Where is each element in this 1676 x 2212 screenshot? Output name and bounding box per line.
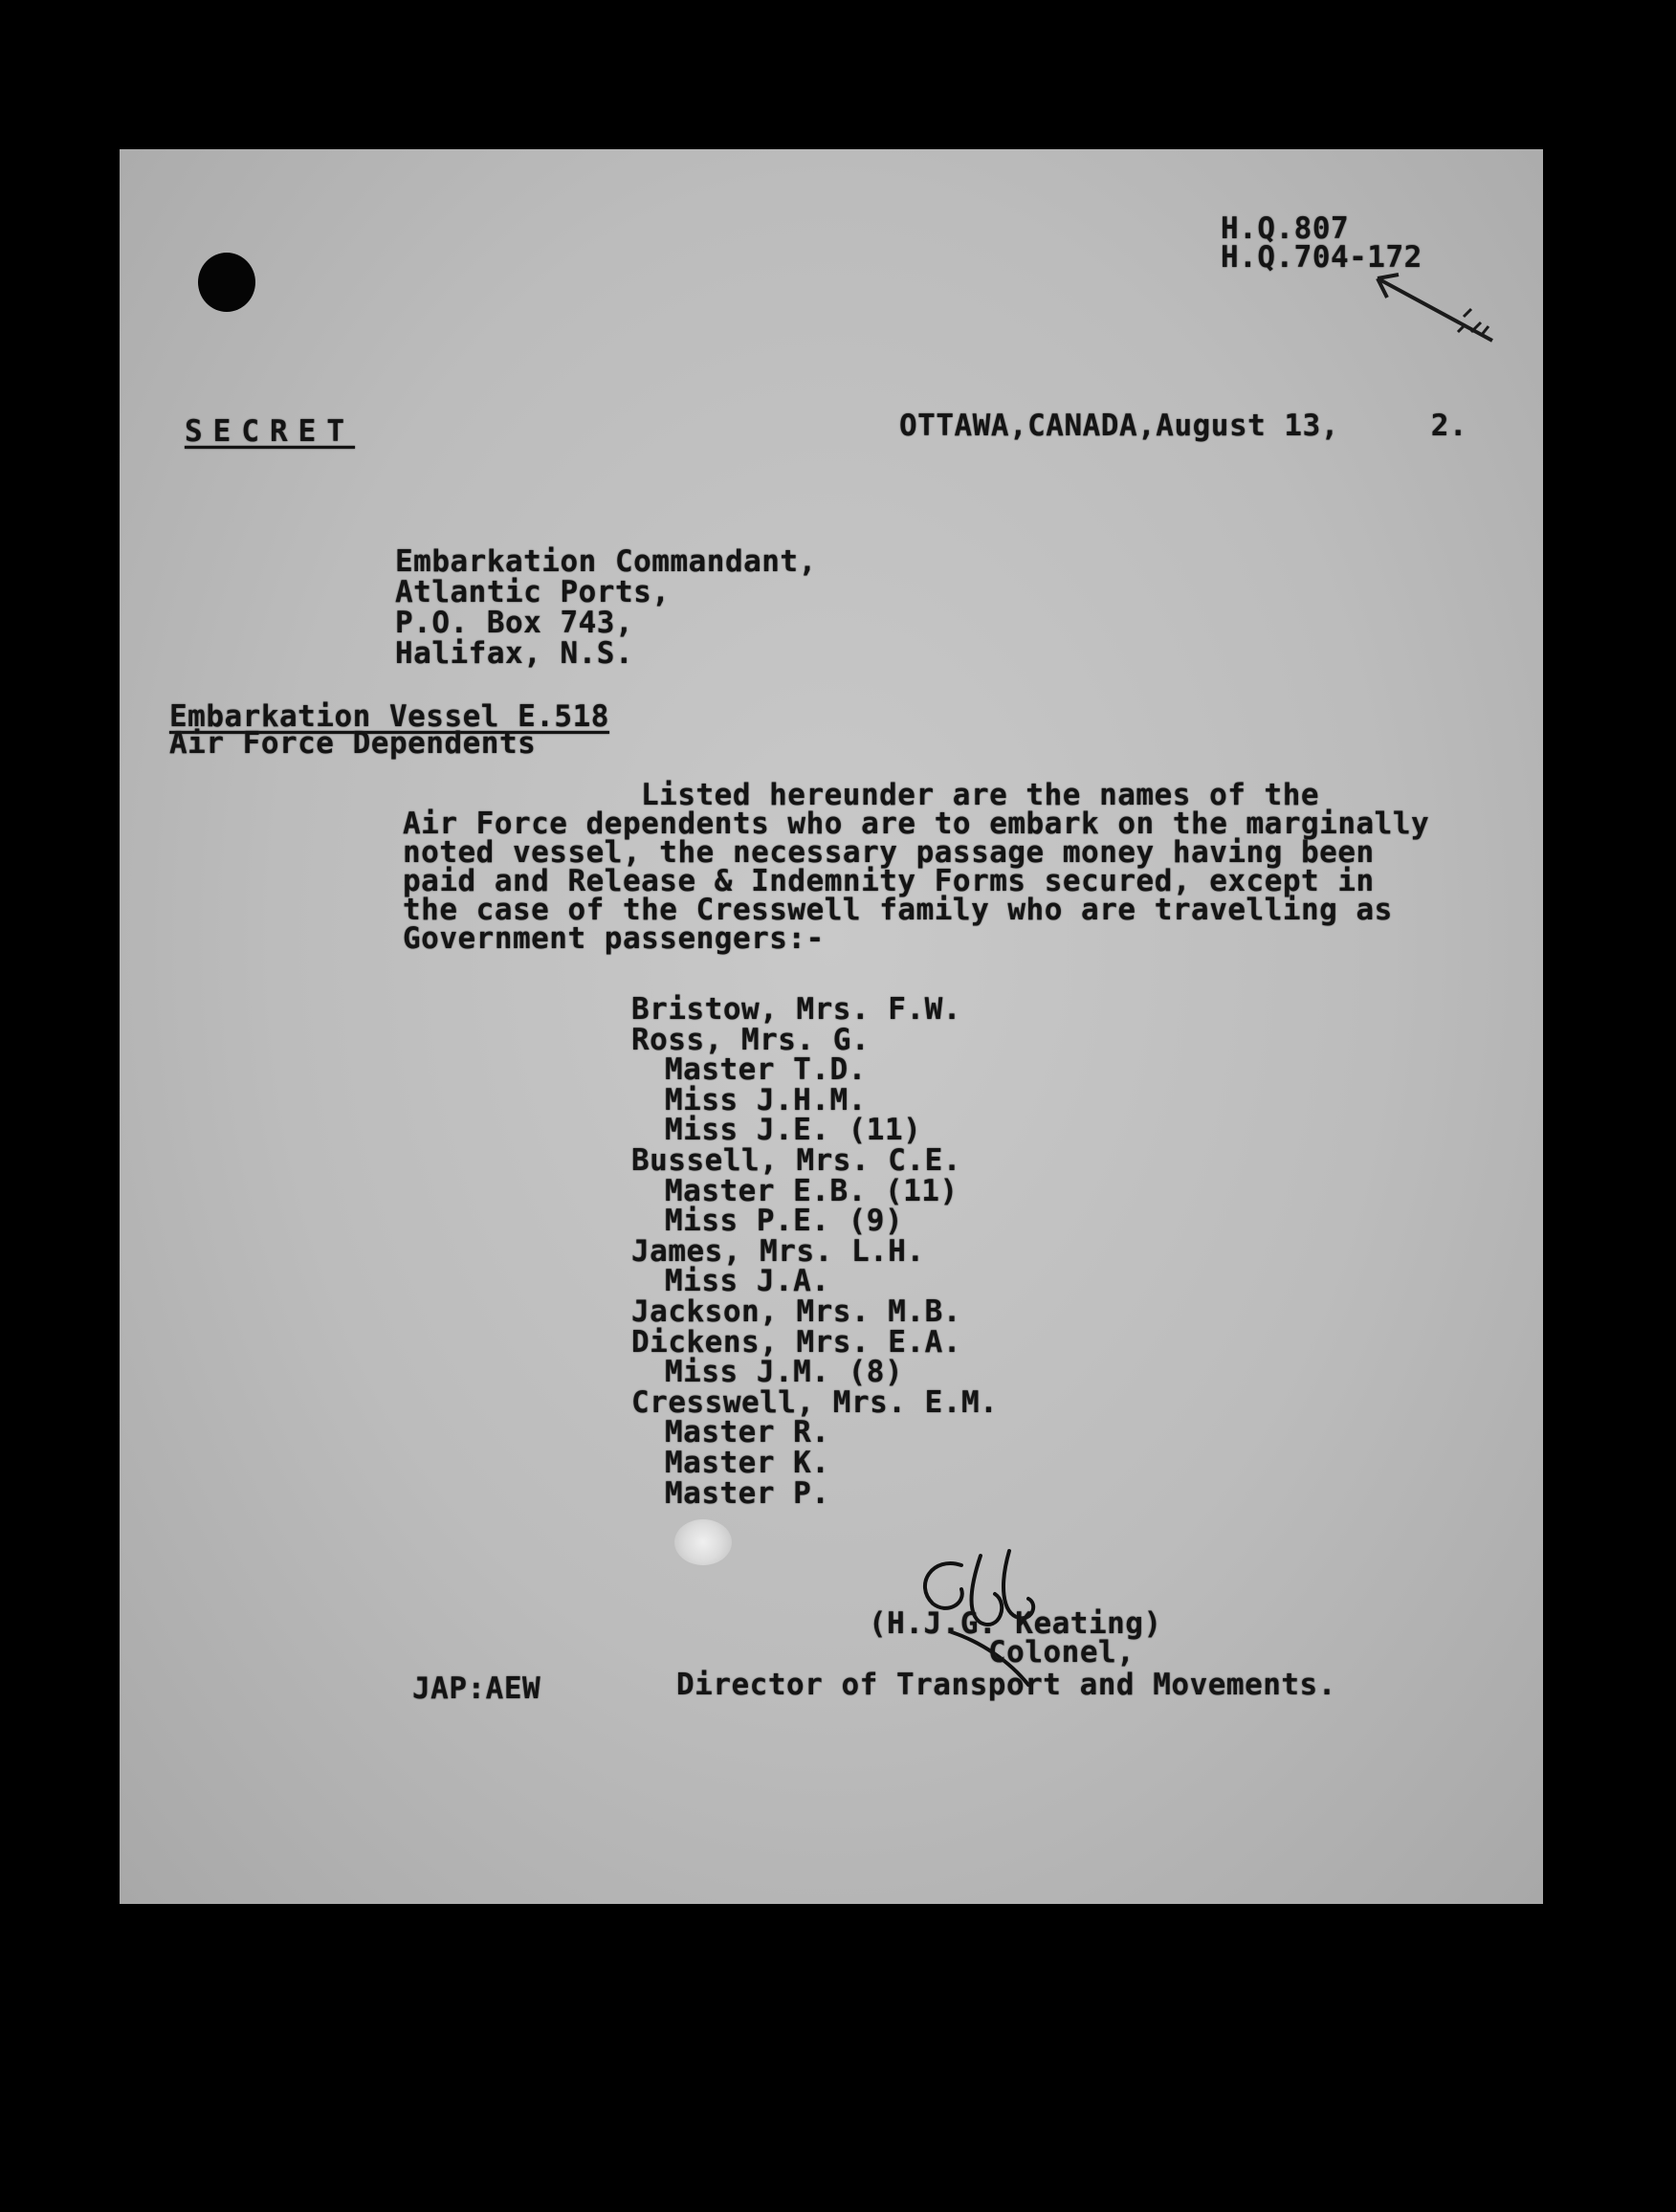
document-page [120, 149, 1543, 1904]
typist-initials: JAP:AEW [412, 1671, 541, 1706]
passenger-entry: Bussell, Mrs. C.E. [631, 1143, 961, 1178]
body-line-4: paid and Release & Indemnity Forms secured, except in [403, 864, 1375, 898]
passenger-entry: Miss J.E. (11) [665, 1113, 922, 1147]
passenger-entry: Master T.D. [665, 1052, 867, 1087]
classification-heading: SECRET [185, 414, 355, 449]
addressee-line-3: P.O. Box 743, [395, 606, 634, 640]
paper-smudge [674, 1519, 732, 1565]
addressee-line-4: Halifax, N.S. [395, 636, 634, 671]
body-line-6: Government passengers:- [403, 921, 825, 956]
body-line-3: noted vessel, the necessary passage money having been [403, 835, 1375, 870]
addressee-line-1: Embarkation Commandant, [395, 544, 817, 579]
passenger-entry: Ross, Mrs. G. [631, 1023, 871, 1057]
reference-number-1: H.Q.807 [1221, 211, 1350, 246]
passenger-entry: Master R. [665, 1415, 830, 1449]
signatory-title: Director of Transport and Movements. [676, 1668, 1336, 1702]
passenger-entry: Jackson, Mrs. M.B. [631, 1294, 961, 1329]
punch-hole [198, 253, 255, 312]
passenger-entry: Master K. [665, 1446, 830, 1480]
passenger-entry: Miss P.E. (9) [665, 1204, 904, 1238]
body-line-5: the case of the Cresswell family who are travelling as [403, 893, 1393, 927]
reference-number-2: H.Q.704-172 [1221, 240, 1422, 275]
subject-line-1: Embarkation Vessel E.518 [169, 699, 609, 734]
addressee-line-2: Atlantic Ports, [395, 575, 671, 609]
hand-drawn-arrow-icon [1358, 250, 1511, 365]
place-date-line: OTTAWA,CANADA,August 13, 2. [899, 409, 1468, 443]
body-line-1: Listed hereunder are the names of the [641, 778, 1320, 812]
body-line-2: Air Force dependents who are to embark on the marginally [403, 807, 1430, 841]
passenger-entry: Miss J.M. (8) [665, 1355, 904, 1389]
passenger-entry: Bristow, Mrs. F.W. [631, 992, 961, 1027]
passenger-entry: Master P. [665, 1476, 830, 1511]
subject-line-2: Air Force Dependents [169, 726, 537, 761]
signatory-rank: Colonel, [988, 1635, 1136, 1670]
passenger-entry: Master E.B. (11) [665, 1174, 959, 1208]
passenger-entry: Dickens, Mrs. E.A. [631, 1325, 961, 1360]
signatory-name: (H.J.G. Keating) [869, 1606, 1162, 1641]
passenger-entry: James, Mrs. L.H. [631, 1234, 925, 1269]
passenger-entry: Cresswell, Mrs. E.M. [631, 1385, 999, 1420]
passenger-entry: Miss J.H.M. [665, 1083, 867, 1117]
passenger-entry: Miss J.A. [665, 1264, 830, 1298]
